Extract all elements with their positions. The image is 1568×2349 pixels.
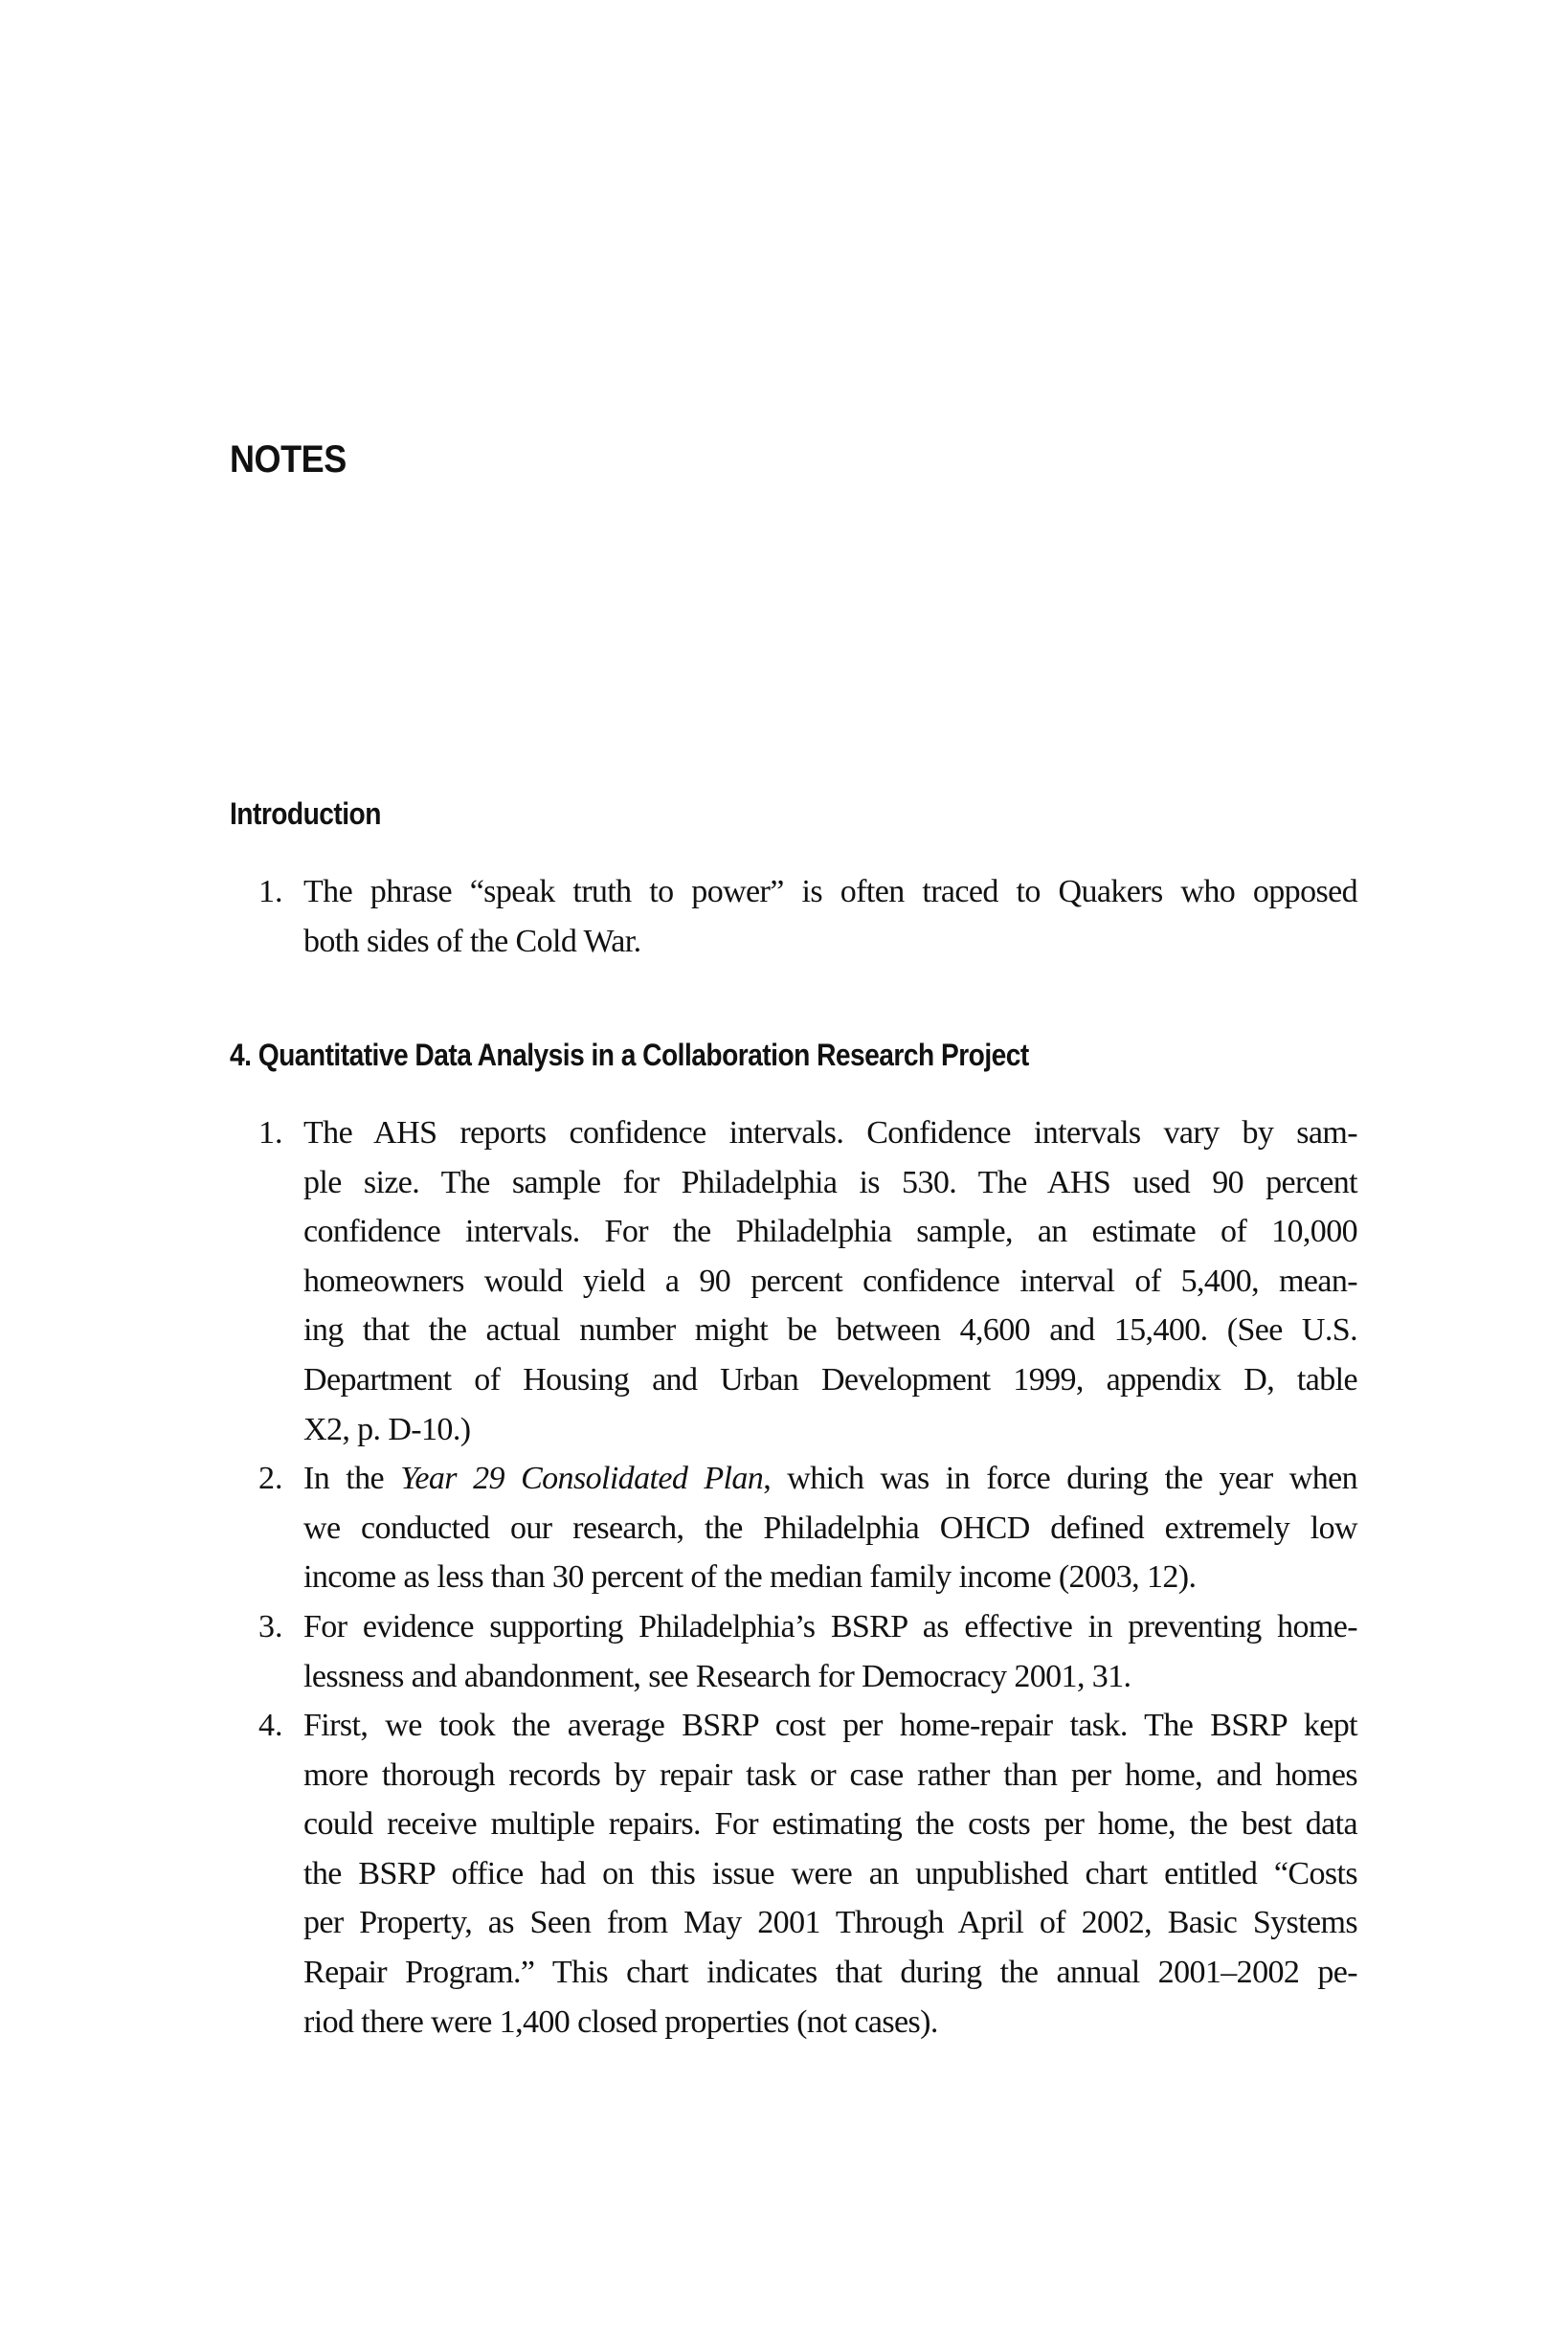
cited-title: Year 29 Consolidated Plan [400,1461,764,1496]
note-ch4-4 [230,1701,1357,2047]
note-number: 3. [258,1609,283,1644]
note-line: income as less than 30 percent of the median family income (2003, 12). [303,1559,1197,1596]
note-line: In the Year 29 Consolidated Plan, which was in force during the year when [303,1461,1358,1496]
note-number: 1. [258,1115,283,1151]
note-number: 4. [258,1708,283,1743]
note-ch4-2 [230,1454,1357,1602]
note-line: confidence intervals. For the Philadelphia sample, an estimate of 10,000 [303,1214,1357,1250]
note-line: the BSRP office had on this issue were an unpublished chart entitled “Costs [303,1855,1357,1891]
note-line: First, we took the average BSRP cost per home-repair task. The BSRP kept [303,1708,1357,1743]
note-line: X2, p. D-10.) [303,1411,471,1447]
note-ch4-3 [230,1602,1357,1701]
note-line: The phrase “speak truth to power” is often traced to Quakers who opposed [303,874,1357,909]
note-number: 2. [258,1461,283,1496]
note-line: more thorough records by repair task or case rather than per home, and homes [303,1756,1357,1793]
note-line: riod there were 1,400 closed properties (not cases). [303,2003,938,2040]
note-line: we conducted our research, the Philadelphia OHCD defined extremely low [303,1510,1357,1546]
note-line: The AHS reports confidence intervals. Confidence intervals vary by sam- [303,1115,1357,1151]
note-line: Department of Housing and Urban Development 1999, appendix D, table [303,1361,1357,1398]
note-line: lessness and abandonment, see Research for Democracy 2001, 31. [303,1658,1131,1694]
note-line: homeowners would yield a 90 percent confidence interval of 5,400, mean- [303,1263,1357,1299]
section-heading-introduction: Introduction [230,796,381,831]
note-number: 1. [258,874,283,909]
section-heading-chapter-4: 4. Quantitative Data Analysis in a Collaboration Research Project [230,1038,1029,1072]
note-line: For evidence supporting Philadelphia’s BSRP as effective in preventing home- [303,1609,1357,1644]
page-title: NOTES [230,438,347,481]
note-line: per Property, as Seen from May 2001 Through April of 2002, Basic Systems [303,1905,1357,1941]
note-line: both sides of the Cold War. [303,923,641,959]
note-ch4-1 [230,1108,1357,1454]
note-line: could receive multiple repairs. For estimating the costs per home, the best data [303,1806,1357,1843]
note-intro-1 [230,867,1357,966]
note-line: ing that the actual number might be between 4,600 and 15,400. (See U.S. [303,1312,1357,1349]
note-line: ple size. The sample for Philadelphia is 530. The AHS used 90 percent [303,1164,1357,1200]
note-line: Repair Program.” This chart indicates that during the annual 2001–2002 pe- [303,1954,1357,1990]
